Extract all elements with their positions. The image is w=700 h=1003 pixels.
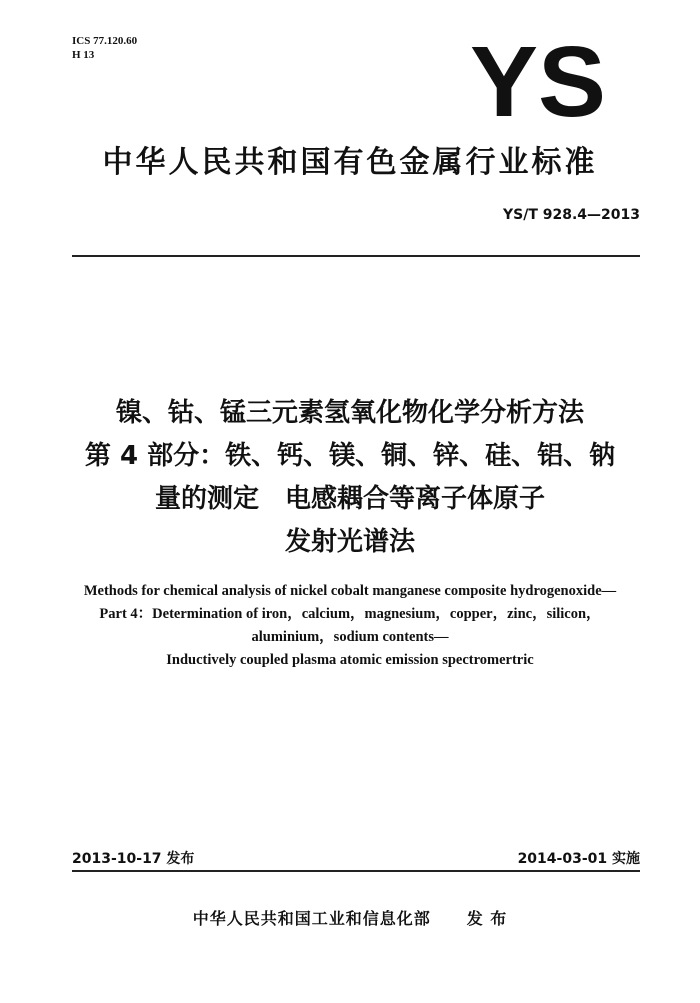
issue-date: 2013-10-17 发布 xyxy=(72,851,195,867)
standard-number: YS/T 928.4—2013 xyxy=(502,207,640,223)
issuer xyxy=(0,906,700,929)
title-en-line: Part 4：Determination of iron，calcium，magnesium，copper，zinc，silicon， xyxy=(99,606,601,622)
classification-codes xyxy=(72,34,137,62)
org-title: 中华人民共和国有色金属行业标准 xyxy=(102,145,598,180)
implementation-date: 2014-03-01 实施 xyxy=(517,851,640,867)
title-en-line: Methods for chemical analysis of nickel cobalt manganese composite hydrogenoxide— xyxy=(83,583,617,599)
ys-logo-text: YS xyxy=(470,40,606,120)
header-divider xyxy=(72,255,640,257)
footer-divider xyxy=(72,870,640,872)
title-cn-line: 第 4 部分：铁、钙、镁、铜、锌、硅、铝、钠 xyxy=(84,441,616,471)
title-chinese xyxy=(0,392,700,564)
issuer-action: 发 布 xyxy=(466,909,508,928)
issuer-name: 中华人民共和国工业和信息化部 xyxy=(192,909,431,928)
title-cn-line: 量的测定 电感耦合等离子体原子 xyxy=(154,484,545,514)
title-cn-line: 发射光谱法 xyxy=(284,527,415,557)
title-cn-line: 镍、钴、锰三元素氢氧化物化学分析方法 xyxy=(115,398,584,428)
title-en-line: Inductively coupled plasma atomic emission spectromertric xyxy=(166,652,534,668)
title-english xyxy=(0,580,700,672)
ccs-code: H 13 xyxy=(72,49,95,61)
ys-logo xyxy=(468,40,608,120)
title-en-line: aluminium，sodium contents— xyxy=(251,629,449,645)
ics-code: ICS 77.120.60 xyxy=(72,35,138,47)
